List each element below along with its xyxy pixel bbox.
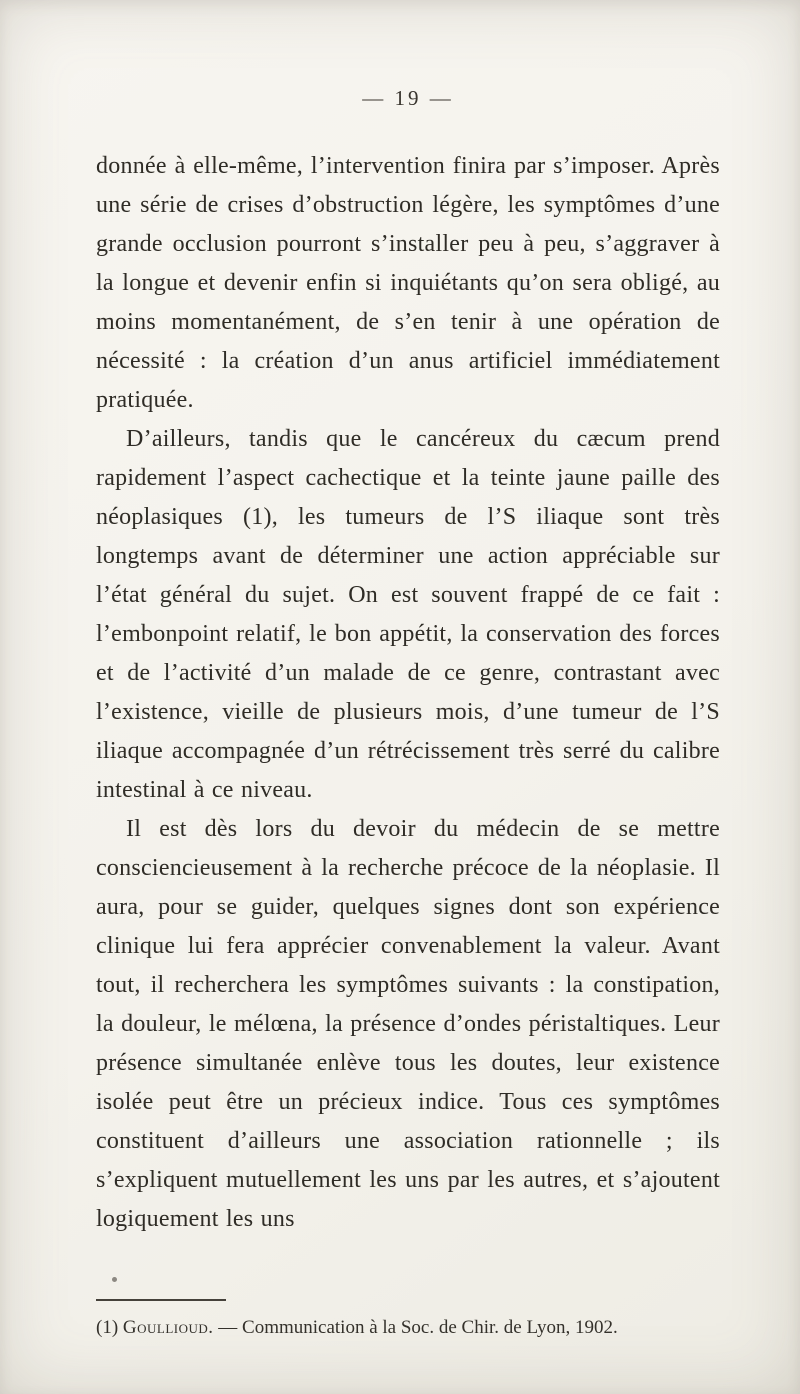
paragraph: Il est dès lors du devoir du médecin de se mettre consciencieusement à la recherche précoce de la néoplasie. Il aura, pour se guider, quelques signes dont son expérience clinique lui fera apprécier convenablement la valeur. Avant tout, il recherchera les symptômes suivants : la constipation, la douleur, le mélœna, la présence d’ondes péristaltiques. Leur présence simultanée enlève tous les doutes, leur existence isolée peut être un précieux indice. Tous ces symptômes constituent d’ailleurs une association rationnelle ; ils s’expliquent mutuellement les uns par les autres, et s’ajoutent logiquement les uns [96,816,720,1232]
footnote-author: Goullioud. [122,1317,214,1338]
paragraph: D’ailleurs, tandis que le cancéreux du cæcum prend rapidement l’aspect cachectique et la teinte jaune paille des néoplasiques (1), les tumeurs de l’S iliaque sont très longtemps avant de déterminer une action appréciable sur l’état général du sujet. On est souvent frappé de ce fait : l’embonpoint relatif, le bon appétit, la conservation des forces et de l’activité d’un malade de ce genre, contrastant avec l’existence, vieille de plusieurs mois, d’une tumeur de l’S iliaque accompagnée d’un rétrécissement très serré du calibre intestinal à ce niveau. [96,426,720,803]
page-body [96,147,720,1239]
footnote-marker: (1) [96,1317,119,1338]
paragraph-continuation: donnée à elle-même, l’intervention finira par s’imposer. Après une série de crises d’obstruction légère, les symptômes d’une grande occlusion pourront s’installer peu à peu, s’aggraver à la longue et devenir enfin si inquiétants qu’on sera obligé, au moins momentanément, de s’en tenir à une opération de nécessité : la création d’un anus artificiel immédiatement pratiquée. [96,153,720,413]
footnote [96,1313,720,1342]
page-number: — 19 — [362,86,454,110]
footnote-text: — Communication à la Soc. de Chir. de Lyon, 1902. [218,1317,618,1338]
print-artifact-dot [112,1277,117,1282]
footnote-area [96,1299,720,1342]
footnote-separator-rule [96,1299,226,1301]
